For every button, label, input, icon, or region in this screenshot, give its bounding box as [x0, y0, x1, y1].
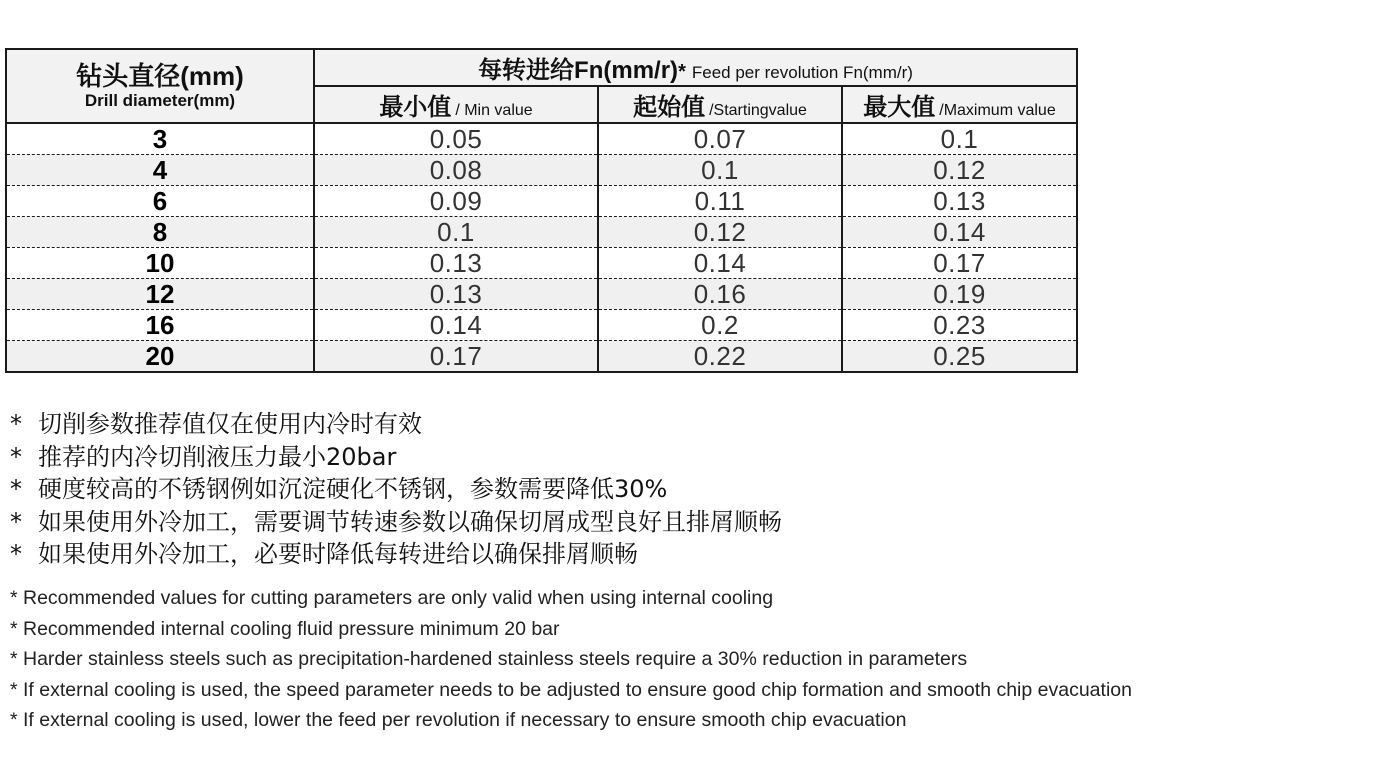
note-en-item: * If external cooling is used, lower the feed per revolution if necessary to ensure smooth chip evacuation: [10, 709, 907, 731]
start-label-cn: 起始值: [633, 94, 706, 121]
max-value-cell: 0.19: [842, 279, 1077, 310]
notes-chinese: [10, 408, 782, 571]
starting-value-header: [598, 86, 842, 123]
table-row: [6, 123, 1077, 155]
max-value-cell: 0.23: [842, 310, 1077, 341]
notes-english: [10, 583, 1132, 736]
note-cn-item: [10, 506, 782, 539]
note-en-item: * Recommended internal cooling fluid pressure minimum 20 bar: [10, 617, 560, 640]
starting-value-cell: 0.2: [598, 310, 842, 341]
max-value-cell: 0.17: [842, 248, 1077, 279]
drill-diameter-label-cn: 钻头直径(mm): [76, 61, 244, 91]
max-value-cell: 0.12: [842, 155, 1077, 186]
diameter-cell: 8: [6, 217, 314, 248]
starting-value-cell: 0.14: [598, 248, 842, 279]
table-row: [6, 186, 1077, 217]
starting-value-cell: 0.16: [598, 279, 842, 310]
max-label-cn: 最大值: [863, 94, 936, 121]
diameter-cell: 12: [6, 279, 314, 310]
feed-label-cn: 每转进给Fn(mm/r): [478, 57, 679, 84]
diameter-cell: 3: [6, 123, 314, 155]
diameter-cell: 16: [6, 310, 314, 341]
min-value-cell: 0.13: [314, 248, 598, 279]
note-cn-item: [10, 538, 782, 571]
min-label-en: / Min value: [455, 102, 533, 119]
min-value-cell: 0.08: [314, 155, 598, 186]
note-star: *: [10, 507, 22, 536]
note-cn-item: [10, 473, 782, 506]
drill-diameter-header: [6, 49, 314, 123]
starting-value-cell: 0.07: [598, 123, 842, 155]
drill-diameter-label-en: Drill diameter(mm): [84, 91, 236, 110]
note-cn-text: 推荐的内冷切削液压力最小20bar: [38, 442, 397, 471]
diameter-cell: 20: [6, 341, 314, 373]
note-cn-text: 硬度较高的不锈钢例如沉淀硬化不锈钢，参数需要降低30%: [38, 475, 668, 503]
max-value-cell: 0.1: [842, 123, 1077, 155]
note-en-item: * Harder stainless steels such as precipitation-hardened stainless steels require a 30% reduction in parameters: [10, 648, 968, 670]
max-value-cell: 0.13: [842, 186, 1077, 217]
min-value-cell: 0.1: [314, 217, 598, 248]
min-value-cell: 0.05: [314, 123, 598, 155]
note-en-item: * Recommended values for cutting parameters are only valid when using internal cooling: [10, 587, 774, 609]
note-star: *: [10, 410, 22, 438]
note-star: *: [10, 540, 22, 568]
note-cn-text: 如果使用外冷加工，必要时降低每转进给以确保排屑顺畅: [38, 540, 638, 568]
table-row: [6, 217, 1077, 248]
note-cn-item: [10, 408, 782, 441]
feed-per-revolution-header: [314, 49, 1077, 86]
note-cn-item: [10, 441, 782, 474]
min-value-cell: 0.14: [314, 310, 598, 341]
table-row: [6, 279, 1077, 310]
min-value-header: [314, 86, 598, 123]
min-value-cell: 0.13: [314, 279, 598, 310]
max-label-en: /Maximum value: [939, 102, 1056, 119]
note-star: *: [10, 475, 22, 503]
min-value-cell: 0.17: [314, 341, 598, 373]
starting-value-cell: 0.11: [598, 186, 842, 217]
table-row: [6, 341, 1077, 373]
feed-label-star: *: [678, 61, 686, 83]
feed-rate-table: [5, 48, 1078, 373]
max-value-header: [842, 86, 1077, 123]
start-label-en: /Startingvalue: [709, 102, 807, 119]
feed-label-en: Feed per revolution Fn(mm/r): [691, 63, 913, 82]
table-row: [6, 248, 1077, 279]
min-value-cell: 0.09: [314, 186, 598, 217]
table-row: [6, 155, 1077, 186]
table-row: [6, 310, 1077, 341]
starting-value-cell: 0.12: [598, 217, 842, 248]
diameter-cell: 10: [6, 248, 314, 279]
max-value-cell: 0.14: [842, 217, 1077, 248]
min-label-cn: 最小值: [379, 94, 452, 121]
max-value-cell: 0.25: [842, 341, 1077, 373]
note-cn-text: 切削参数推荐值仅在使用内冷时有效: [38, 410, 422, 438]
diameter-cell: 4: [6, 155, 314, 186]
note-star: *: [10, 442, 22, 471]
starting-value-cell: 0.1: [598, 155, 842, 186]
starting-value-cell: 0.22: [598, 341, 842, 373]
diameter-cell: 6: [6, 186, 314, 217]
note-en-item: * If external cooling is used, the speed parameter needs to be adjusted to ensure good chip formation and smooth chip evacuation: [10, 678, 1132, 701]
note-cn-text: 如果使用外冷加工，需要调节转速参数以确保切屑成型良好且排屑顺畅: [38, 507, 782, 536]
